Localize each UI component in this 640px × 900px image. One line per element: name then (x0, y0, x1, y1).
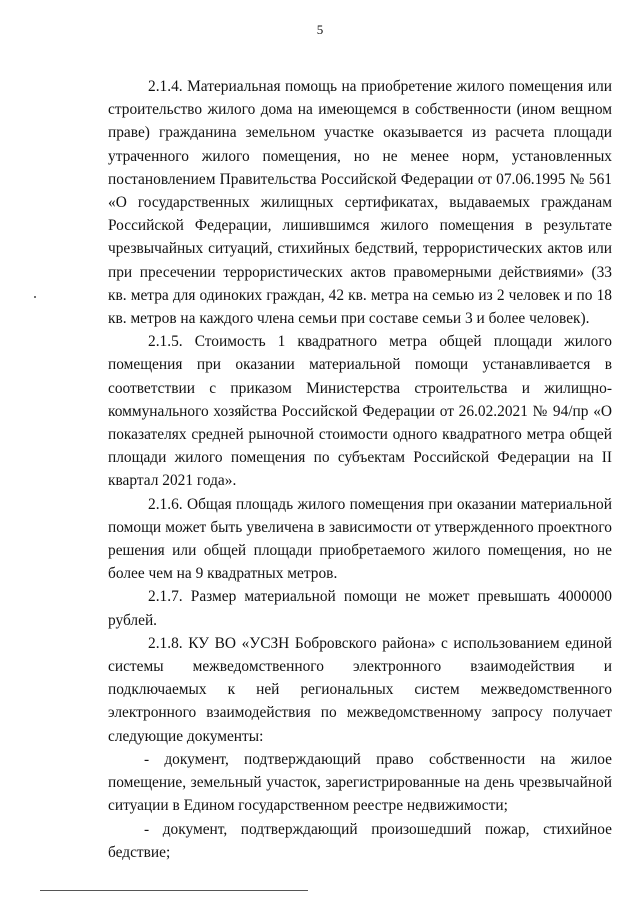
paragraph-2-1-7: 2.1.7. Размер материальной помощи не может превышать 4000000 рублей. (108, 588, 612, 629)
paragraph-2-1-8: 2.1.8. КУ ВО «УСЗН Бобровского района» с использованием единой системы межведомственного электронного взаимодействия и подключаемых к ней региональных систем межведомственного электронного взаимодействия по межведомственному запросу получает следующие документы: (108, 634, 612, 745)
page-number: 5 (316, 22, 324, 37)
bottom-rule (40, 890, 308, 891)
paragraph-2-1-6: 2.1.6. Общая площадь жилого помещения при оказании материальной помощи может быть увеличена в зависимости от утвержденного проектного решения или общей площади приобретаемого жилого помещения, но не более чем на 9 квадратных метров. (108, 495, 612, 583)
paragraph-2-1-4: 2.1.4. Материальная помощь на приобретение жилого помещения или строительство жилого дома на имеющемся в собственности (ином вещном праве) гражданина земельном участке оказывается из расчета площади утраченного жилого помещения, но не менее норм, установленных постановлением Правительства Российской Федерации от 07.06.1995 № 561 «О государственных жилищных сертификатах, выдаваемых гражданам Российской Федерации, лишившимся жилого помещения в результате чрезвычайных ситуаций, стихийных бедствий, террористических актов или при пресечении террористических актов правомерными действиями» (33 кв. метра для одиноких граждан, 42 кв. метра на семью из 2 человек и по 18 кв. метров на каждого члена семьи при составе семьи 3 и более человек). (108, 78, 612, 328)
paragraph-2-1-5: 2.1.5. Стоимость 1 квадратного метра общей площади жилого помещения при оказании материальной помощи устанавливается в соответствии с приказом Министерства строительства и жилищно-коммунального хозяйства Российской Федерации от 26.02.2021 № 94/пр «О показателях средней рыночной стоимости одного квадратного метра общей площади жилого помещения по субъектам Российской Федерации на II квартал 2021 года». (108, 333, 612, 490)
list-item-property-document: - документ, подтверждающий право собственности на жилое помещение, земельный участок, зарегистрированные на день чрезвычайной ситуации в Едином государственном реестре недвижимости; (108, 750, 612, 815)
scan-speck (34, 296, 36, 298)
document-body (108, 75, 612, 864)
list-item-disaster-document: - документ, подтверждающий произошедший пожар, стихийное бедствие; (108, 820, 612, 861)
